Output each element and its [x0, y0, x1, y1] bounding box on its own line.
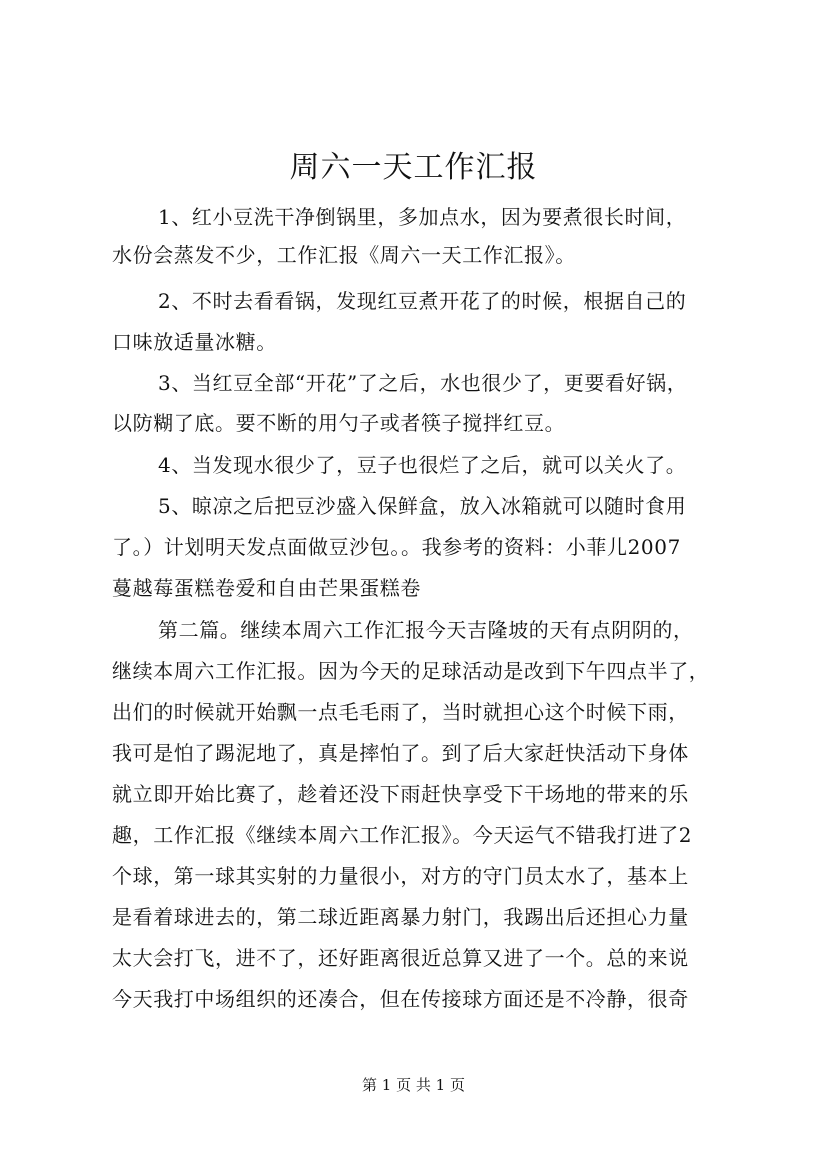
page-number: 第 1 页 共 1 页: [362, 1076, 465, 1094]
paragraph-line: 我可是怕了踢泥地了，真是摔怕了。到了后大家赶快活动下身体: [112, 741, 689, 765]
paragraph-line: 趣，工作汇报《继续本周六工作汇报》。今天运气不错我打进了2: [112, 823, 693, 847]
paragraph-line: 以防糊了底。要不断的用勺子或者筷子搅拌红豆。: [112, 411, 566, 435]
paragraph-line: 继续本周六工作汇报。因为今天的足球活动是改到下午四点半了，: [112, 659, 710, 683]
document-title: 周六一天工作汇报: [289, 150, 538, 185]
paragraph-line: 蔓越莓蛋糕卷爱和自由芒果蛋糕卷: [112, 576, 421, 600]
paragraph-line: 第二篇。继续本周六工作汇报今天吉隆坡的天有点阴阴的，: [158, 618, 694, 642]
paragraph-line: 口味放适量冰糖。: [112, 330, 277, 354]
paragraph-line: 出们的时候就开始飘一点毛毛雨了，当时就担心这个时候下雨，: [112, 700, 689, 724]
paragraph-line: 2、不时去看看锅，发现红豆煮开花了的时候，根据自己的: [158, 289, 687, 313]
paragraph-line: 太大会打飞，进不了，还好距离很近总算又进了一个。总的来说: [112, 946, 689, 970]
paragraph-line: 今天我打中场组织的还凑合，但在传接球方面还是不冷静，很奇: [112, 987, 689, 1011]
paragraph-line: 了。）计划明天发点面做豆沙包。。我参考的资料：小菲儿2007: [112, 535, 681, 559]
paragraph-line: 5、晾凉之后把豆沙盛入保鲜盒，放入冰箱就可以随时食用: [158, 494, 687, 518]
paragraph-line: 个球，第一球其实射的力量很小，对方的守门员太水了，基本上: [112, 864, 689, 888]
paragraph-line: 4、当发现水很少了，豆子也很烂了之后，就可以关火了。: [158, 453, 687, 477]
paragraph-line: 是看着球进去的，第二球近距离暴力射门，我踢出后还担心力量: [112, 905, 689, 929]
paragraph-line: 1、红小豆洗干净倒锅里，多加点水，因为要煮很长时间，: [158, 205, 687, 229]
paragraph-line: 3、当红豆全部“开花”了之后，水也很少了，更要看好锅，: [158, 371, 688, 395]
paragraph-line: 就立即开始比赛了，趁着还没下雨赶快享受下干场地的带来的乐: [112, 782, 689, 806]
page-footer: [0, 1075, 827, 1095]
paragraph-line: 水份会蒸发不少，工作汇报《周六一天工作汇报》。: [112, 243, 576, 267]
